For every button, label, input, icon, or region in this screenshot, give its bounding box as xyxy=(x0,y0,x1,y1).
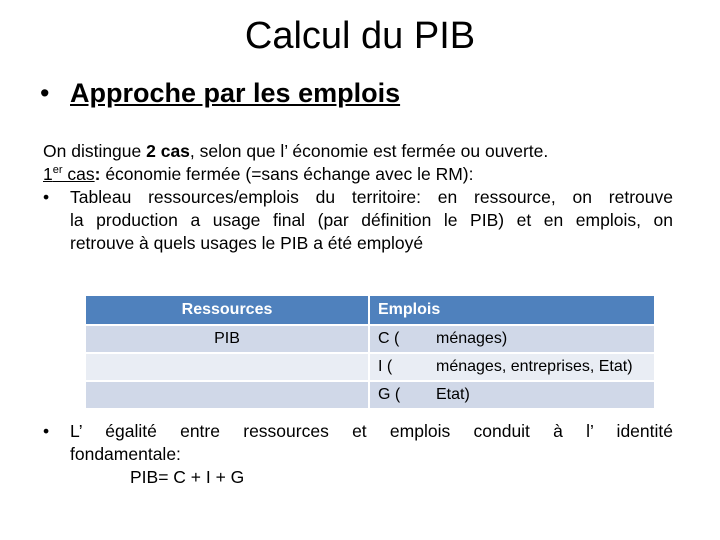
section-heading: Approche par les emplois xyxy=(70,78,401,108)
emplois-letter: C ( xyxy=(378,330,400,347)
bullet2-line2: fondamentale: xyxy=(70,444,181,464)
case1-line xyxy=(43,163,673,186)
emplois-usage: ménages) xyxy=(436,330,508,347)
table-row xyxy=(85,325,655,353)
cell-emplois xyxy=(369,381,655,409)
bullet-icon: • xyxy=(43,187,50,207)
conclusion-text xyxy=(43,420,673,489)
header-emplois: Emplois xyxy=(369,295,655,325)
cell-ressources xyxy=(85,353,369,381)
bullet-icon: • xyxy=(43,421,50,441)
case1-number: 1 xyxy=(43,164,53,184)
case1-colon: : xyxy=(94,164,101,184)
ressources-emplois-table xyxy=(84,294,656,410)
table-row xyxy=(85,353,655,381)
table-row xyxy=(85,381,655,409)
emplois-usage: ménages, entreprises, Etat) xyxy=(436,358,633,375)
case1-word: cas xyxy=(62,164,95,184)
body-text xyxy=(43,140,673,255)
cell-ressources xyxy=(85,381,369,409)
bullet1-line2: la production a usage final (par définition le PIB) et en emplois, on xyxy=(70,210,673,230)
intro-prefix: On distingue xyxy=(43,141,147,161)
bullet-identite xyxy=(43,420,673,489)
bullet-icon: • xyxy=(40,78,50,108)
case1-text: économie fermée (=sans échange avec le RM): xyxy=(100,164,474,184)
bullet1-line3: retrouve à quels usages le PIB a été employé xyxy=(70,233,424,253)
cell-ressources: PIB xyxy=(85,325,369,353)
bullet-tableau xyxy=(43,186,673,255)
table-header-row xyxy=(85,295,655,325)
intro-line xyxy=(43,140,673,163)
header-ressources: Ressources xyxy=(85,295,369,325)
cell-emplois xyxy=(369,325,655,353)
emplois-letter: G ( xyxy=(378,386,401,403)
bullet1-line1: Tableau ressources/emplois du territoire: en ressource, on retrouve xyxy=(70,187,673,207)
slide-title: Calcul du PIB xyxy=(244,15,476,57)
bullet2-line1: L’ égalité entre ressources et emplois conduit à l’ identité xyxy=(70,421,673,441)
pib-formula: PIB= C + I + G xyxy=(130,467,245,487)
case1-sup: er xyxy=(52,164,63,177)
case1-label xyxy=(43,164,95,184)
emplois-letter: I ( xyxy=(378,358,393,375)
intro-bold: 2 cas xyxy=(146,141,190,161)
main-bullet xyxy=(40,76,400,110)
intro-suffix: , selon que l’ économie est fermée ou ouverte. xyxy=(189,141,549,161)
emplois-usage: Etat) xyxy=(436,386,470,403)
cell-emplois xyxy=(369,353,655,381)
